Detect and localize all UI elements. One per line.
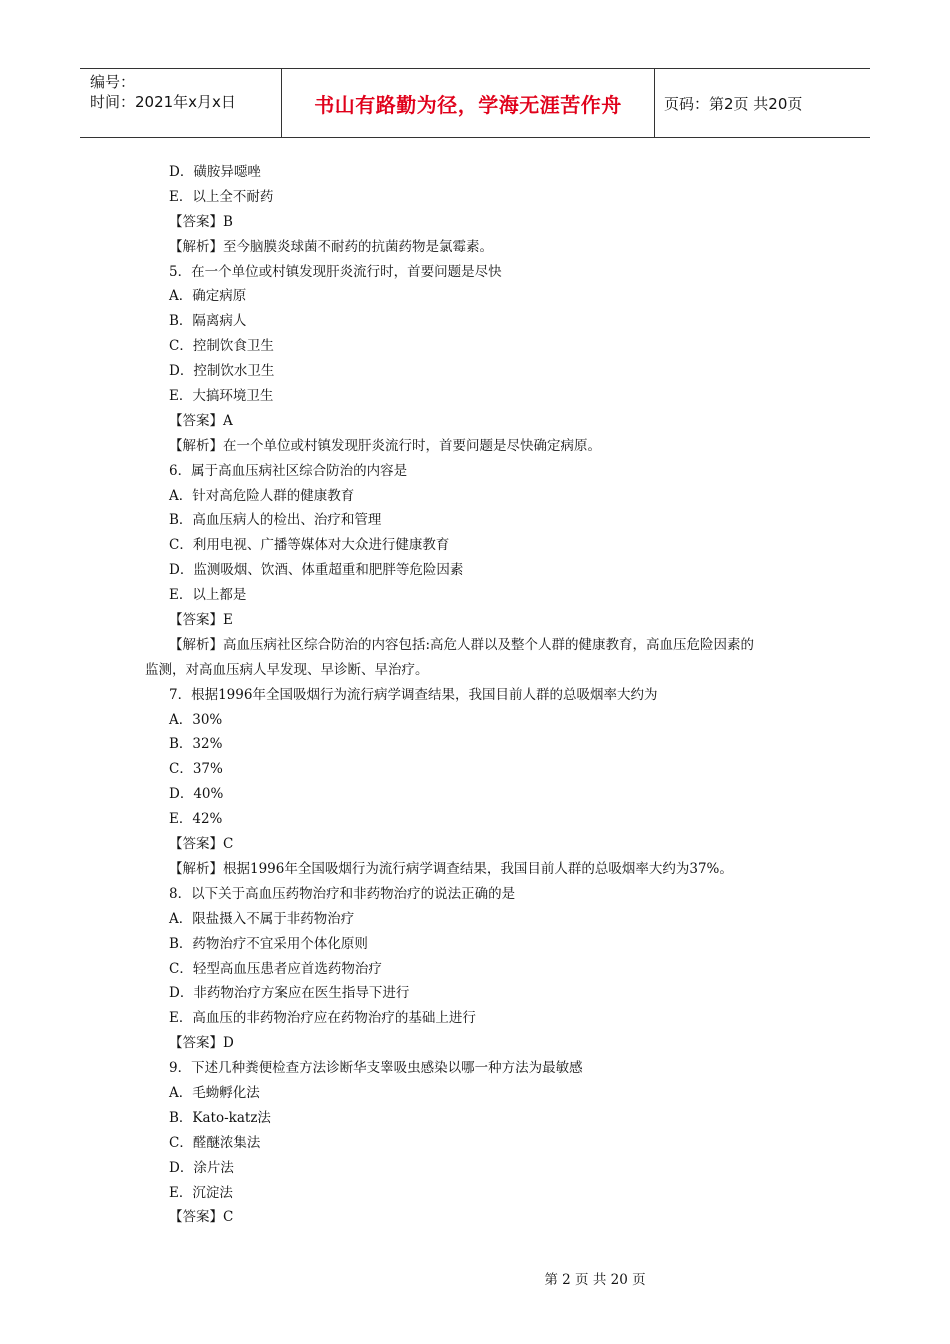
answer-option: A．限盐摄入不属于非药物治疗	[169, 910, 355, 927]
question-stem: 6．属于高血压病社区综合防治的内容是	[169, 462, 408, 479]
motto: 书山有路勤为径，学海无涯苦作舟	[314, 92, 622, 117]
answer-text: 【解析】在一个单位或村镇发现肝炎流行时，首要问题是尽快确定病原。	[169, 437, 601, 454]
answer-option: A．针对高危险人群的健康教育	[169, 487, 355, 504]
answer-option: B．高血压病人的检出、治疗和管理	[169, 512, 382, 529]
answer-text: 【解析】高血压病社区综合防治的内容包括:高危人群以及整个人群的健康教育，高血压危险因素的	[169, 636, 755, 653]
answer-text: 【答案】E	[169, 612, 233, 629]
answer-text: 【答案】B	[169, 213, 233, 230]
answer-option: C．轻型高血压患者应首选药物治疗	[169, 960, 382, 977]
answer-option: A．确定病原	[169, 288, 247, 305]
page-header	[80, 68, 870, 138]
page-footer	[0, 1268, 950, 1288]
answer-option: E．沉淀法	[169, 1184, 233, 1201]
answer-option: E．大搞环境卫生	[169, 388, 274, 405]
header-meta	[80, 69, 280, 137]
page-info: 页码：第2页 共20页	[664, 94, 803, 113]
question-stem: 9．下述几种粪便检查方法诊断华支睾吸虫感染以哪一种方法为最敏感	[169, 1060, 583, 1077]
answer-option: B．隔离病人	[169, 313, 247, 330]
header-page-cell	[654, 69, 870, 137]
answer-option: E．42%	[169, 811, 223, 828]
answer-text: 【答案】C	[169, 1209, 234, 1226]
answer-option: D．40%	[169, 786, 224, 803]
question-stem: 8．以下关于高血压药物治疗和非药物治疗的说法正确的是	[169, 885, 516, 902]
answer-option: E．高血压的非药物治疗应在药物治疗的基础上进行	[169, 1010, 476, 1027]
answer-option: C．控制饮食卫生	[169, 338, 274, 355]
answer-text: 【答案】C	[169, 836, 234, 853]
answer-option: E．以上全不耐药	[169, 188, 274, 205]
answer-option: D．涂片法	[169, 1159, 234, 1176]
answer-option: D．非药物治疗方案应在医生指导下进行	[169, 985, 410, 1002]
answer-text: 【答案】A	[169, 412, 233, 429]
answer-option: B．32%	[169, 736, 223, 753]
answer-option: A．毛蚴孵化法	[169, 1084, 260, 1101]
answer-option: D．控制饮水卫生	[169, 363, 275, 380]
answer-option: B．Kato-katz法	[169, 1109, 271, 1126]
answer-text: 【答案】D	[169, 1035, 234, 1052]
answer-option: E．以上都是	[169, 587, 247, 604]
answer-option: B．药物治疗不宜采用个体化原则	[169, 935, 368, 952]
answer-option: C．利用电视、广播等媒体对大众进行健康教育	[169, 537, 450, 554]
question-stem: 5．在一个单位或村镇发现肝炎流行时，首要问题是尽快	[169, 263, 502, 280]
text-line: 监测，对高血压病人早发现、早诊断、早治疗。	[145, 661, 429, 678]
footer-page-number: 第 2 页 共 20 页	[544, 1272, 646, 1288]
answer-option: D．监测吸烟、饮酒、体重超重和肥胖等危险因素	[169, 562, 464, 579]
answer-text: 【解析】根据1996年全国吸烟行为流行病学调查结果，我国目前人群的总吸烟率大约为37%。	[169, 860, 733, 877]
question-stem: 7．根据1996年全国吸烟行为流行病学调查结果，我国目前人群的总吸烟率大约为	[169, 686, 658, 703]
answer-option: A．30%	[169, 711, 223, 728]
answer-text: 【解析】至今脑膜炎球菌不耐药的抗菌药物是氯霉素。	[169, 238, 493, 255]
document-number-label: 编号：	[90, 73, 136, 91]
document-body	[145, 160, 815, 1230]
document-date: 时间：2021年x月x日	[90, 93, 236, 111]
header-motto-cell	[281, 69, 655, 137]
answer-option: D．磺胺异噁唑	[169, 164, 261, 180]
answer-option: C．醛醚浓集法	[169, 1134, 261, 1151]
answer-option: C．37%	[169, 761, 223, 778]
